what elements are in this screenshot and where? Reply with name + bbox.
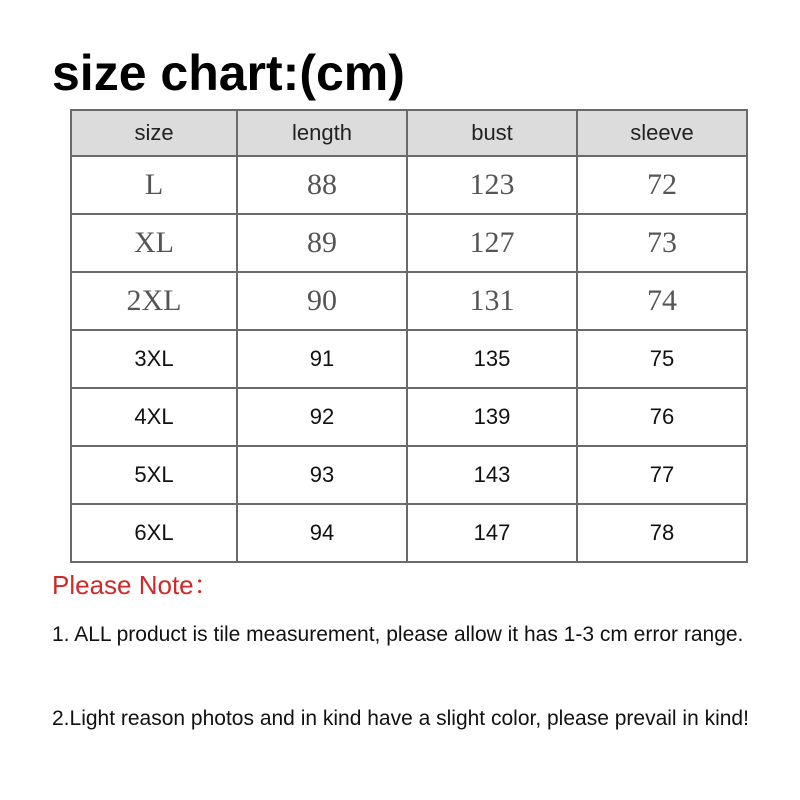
size-cell: 5XL <box>71 446 237 504</box>
bust-cell: 127 <box>407 214 577 272</box>
table-row <box>71 330 747 388</box>
length-cell: 94 <box>237 504 407 562</box>
page-title: size chart:(cm) <box>52 45 405 101</box>
bust-cell: 143 <box>407 446 577 504</box>
size-cell: 4XL <box>71 388 237 446</box>
column-header-sleeve: sleeve <box>577 110 747 156</box>
note-item-color: 2.Light reason photos and in kind have a slight color, please prevail in kind! <box>52 707 749 730</box>
column-header-bust: bust <box>407 110 577 156</box>
size-cell: 3XL <box>71 330 237 388</box>
sleeve-cell: 76 <box>577 388 747 446</box>
bust-cell: 147 <box>407 504 577 562</box>
table-header-row <box>71 110 747 156</box>
bust-cell: 131 <box>407 272 577 330</box>
length-cell: 89 <box>237 214 407 272</box>
length-cell: 92 <box>237 388 407 446</box>
table-row <box>71 156 747 214</box>
size-cell: L <box>71 156 237 214</box>
length-cell: 93 <box>237 446 407 504</box>
size-cell: 2XL <box>71 272 237 330</box>
table-row <box>71 446 747 504</box>
column-header-length: length <box>237 110 407 156</box>
note-item-measurement: 1. ALL product is tile measurement, please allow it has 1-3 cm error range. <box>52 623 744 646</box>
length-cell: 91 <box>237 330 407 388</box>
table-row <box>71 388 747 446</box>
length-cell: 88 <box>237 156 407 214</box>
table-row <box>71 272 747 330</box>
sleeve-cell: 77 <box>577 446 747 504</box>
table-row <box>71 214 747 272</box>
bust-cell: 135 <box>407 330 577 388</box>
length-cell: 90 <box>237 272 407 330</box>
bust-cell: 123 <box>407 156 577 214</box>
sleeve-cell: 74 <box>577 272 747 330</box>
sleeve-cell: 75 <box>577 330 747 388</box>
sleeve-cell: 78 <box>577 504 747 562</box>
size-chart-table <box>70 109 748 563</box>
column-header-size: size <box>71 110 237 156</box>
size-cell: 6XL <box>71 504 237 562</box>
size-cell: XL <box>71 214 237 272</box>
bust-cell: 139 <box>407 388 577 446</box>
table-row <box>71 504 747 562</box>
note-heading: Please Note： <box>52 570 220 600</box>
sleeve-cell: 72 <box>577 156 747 214</box>
sleeve-cell: 73 <box>577 214 747 272</box>
